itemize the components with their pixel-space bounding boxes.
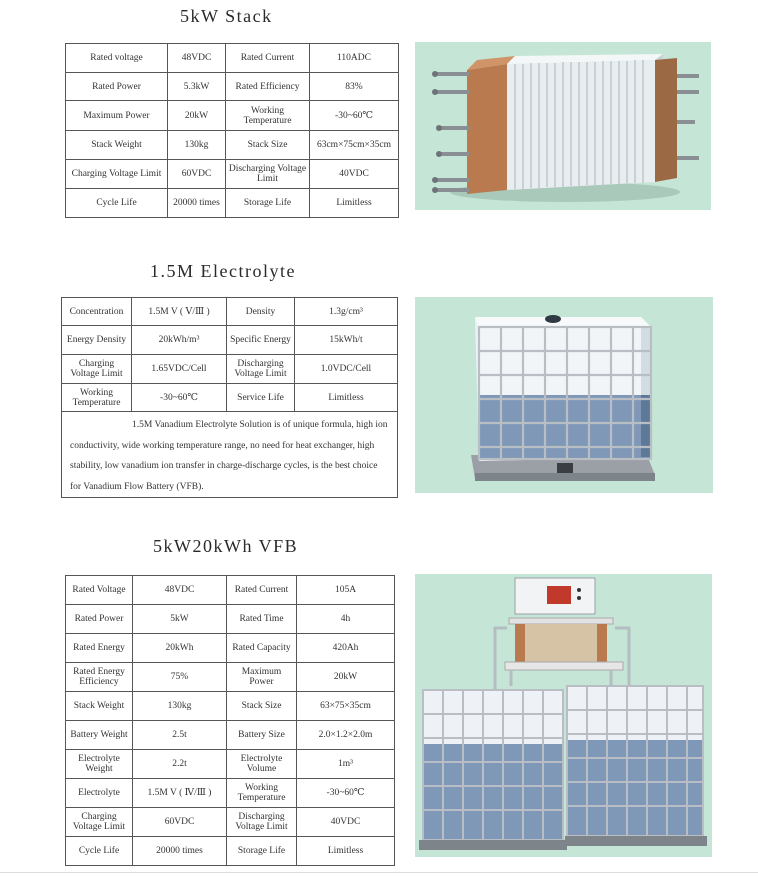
electrolyte-description: 1.5M Vanadium Electrolyte Solution is of unique formula, high ion conductivity, wide working temperature range, no need for heat exchanger, high stability, low vanadium ion transfer in charge-discharge cycles, is the best choice for Vanadium Flow Battery (VFB). [62, 412, 398, 498]
vfb-spec-table [65, 575, 395, 866]
spec-value: 40VDC [297, 808, 395, 837]
electrolyte-spec-table [61, 297, 398, 498]
spec-row [66, 721, 395, 750]
spec-label: Rated voltage [66, 44, 168, 73]
electrolyte-title: 1.5M Electrolyte [150, 261, 296, 281]
ibc-tank-photo [415, 297, 713, 493]
spec-value: 48VDC [133, 576, 227, 605]
spec-label: Rated Power [66, 605, 133, 634]
spec-label: Battery Weight [66, 721, 133, 750]
spec-value: 2.0×1.2×2.0m [297, 721, 395, 750]
spec-label: Battery Size [227, 721, 297, 750]
spec-value: -30~60℃ [310, 101, 399, 131]
spec-value: 110ADC [310, 44, 399, 73]
spec-label: Rated Current [227, 576, 297, 605]
spec-value: 20kWh [133, 634, 227, 663]
spec-label: Stack Weight [66, 692, 133, 721]
spec-row [62, 355, 398, 384]
spec-value: 83% [310, 73, 399, 101]
spec-label: Storage Life [227, 837, 297, 866]
spec-value: 1m³ [297, 750, 395, 779]
spec-value: 2.2t [133, 750, 227, 779]
spec-value: 130kg [133, 692, 227, 721]
spec-row [66, 750, 395, 779]
spec-label: Discharging Voltage Limit [227, 808, 297, 837]
spec-label: Service Life [227, 384, 295, 412]
spec-label: Density [227, 298, 295, 326]
spec-row [66, 44, 399, 73]
spec-value: -30~60℃ [132, 384, 227, 412]
spec-value: 1.5M V ( Ⅳ/Ⅲ ) [133, 779, 227, 808]
spec-value: 1.65VDC/Cell [132, 355, 227, 384]
spec-row [66, 663, 395, 692]
spec-label: Working Temperature [227, 779, 297, 808]
spec-value: 2.5t [133, 721, 227, 750]
spec-row [66, 837, 395, 866]
spec-row [62, 384, 398, 412]
spec-label: Working Temperature [62, 384, 132, 412]
spec-value: 5.3kW [168, 73, 226, 101]
spec-value: 15kWh/t [295, 326, 398, 355]
spec-label: Rated Energy [66, 634, 133, 663]
spec-value: 20kW [297, 663, 395, 692]
spec-value: 60VDC [133, 808, 227, 837]
spec-label: Charging Voltage Limit [66, 808, 133, 837]
spec-value: 60VDC [168, 160, 226, 189]
spec-label: Rated Current [226, 44, 310, 73]
spec-label: Rated Efficiency [226, 73, 310, 101]
spec-value: 4h [297, 605, 395, 634]
spec-value: Limitless [295, 384, 398, 412]
spec-label: Rated Energy Efficiency [66, 663, 133, 692]
spec-label: Maximum Power [227, 663, 297, 692]
spec-value: 20000 times [133, 837, 227, 866]
spec-label: Stack Weight [66, 131, 168, 160]
stack-title: 5kW Stack [180, 6, 273, 26]
spec-label: Stack Size [227, 692, 297, 721]
spec-value: 420Ah [297, 634, 395, 663]
spec-value: 48VDC [168, 44, 226, 73]
spec-label: Discharging Voltage Limit [227, 355, 295, 384]
spec-value: 1.0VDC/Cell [295, 355, 398, 384]
spec-label: Energy Density [62, 326, 132, 355]
spec-label: Rated Time [227, 605, 297, 634]
spec-row [66, 189, 399, 218]
spec-label: Concentration [62, 298, 132, 326]
spec-label: Charging Voltage Limit [66, 160, 168, 189]
spec-value: 1.5M V ( Ⅴ/Ⅲ ) [132, 298, 227, 326]
spec-label: Charging Voltage Limit [62, 355, 132, 384]
fuel-stack-photo [415, 42, 711, 210]
spec-value: 105A [297, 576, 395, 605]
vfb-title: 5kW20kWh VFB [153, 536, 299, 556]
description-row [62, 412, 398, 498]
spec-label: Working Temperature [226, 101, 310, 131]
spec-value: 20kWh/m³ [132, 326, 227, 355]
spec-label: Cycle Life [66, 837, 133, 866]
spec-label: Storage Life [226, 189, 310, 218]
spec-value: 20000 times [168, 189, 226, 218]
spec-label: Stack Size [226, 131, 310, 160]
spec-label: Specific Energy [227, 326, 295, 355]
spec-label: Cycle Life [66, 189, 168, 218]
vfb-system-photo [415, 574, 712, 857]
spec-label: Rated Capacity [227, 634, 297, 663]
spec-label: Electrolyte Weight [66, 750, 133, 779]
spec-row [66, 131, 399, 160]
spec-label: Discharging Voltage Limit [226, 160, 310, 189]
spec-row [66, 634, 395, 663]
stack-spec-table [65, 43, 399, 218]
spec-row [66, 779, 395, 808]
spec-label: Rated Power [66, 73, 168, 101]
spec-value: -30~60℃ [297, 779, 395, 808]
spec-row [62, 326, 398, 355]
spec-row [62, 298, 398, 326]
spec-row [66, 808, 395, 837]
spec-row [66, 692, 395, 721]
spec-row [66, 605, 395, 634]
spec-value: Limitless [310, 189, 399, 218]
spec-row [66, 160, 399, 189]
spec-label: Rated Voltage [66, 576, 133, 605]
spec-label: Maximum Power [66, 101, 168, 131]
spec-value: 63cm×75cm×35cm [310, 131, 399, 160]
spec-value: 1.3g/cm³ [295, 298, 398, 326]
spec-value: 63×75×35cm [297, 692, 395, 721]
spec-label: Electrolyte Volume [227, 750, 297, 779]
spec-row [66, 73, 399, 101]
spec-value: 5kW [133, 605, 227, 634]
spec-value: 130kg [168, 131, 226, 160]
spec-value: Limitless [297, 837, 395, 866]
spec-row [66, 576, 395, 605]
spec-value: 20kW [168, 101, 226, 131]
spec-row [66, 101, 399, 131]
spec-value: 75% [133, 663, 227, 692]
spec-label: Electrolyte [66, 779, 133, 808]
spec-value: 40VDC [310, 160, 399, 189]
page-bottom-rule [0, 872, 758, 873]
